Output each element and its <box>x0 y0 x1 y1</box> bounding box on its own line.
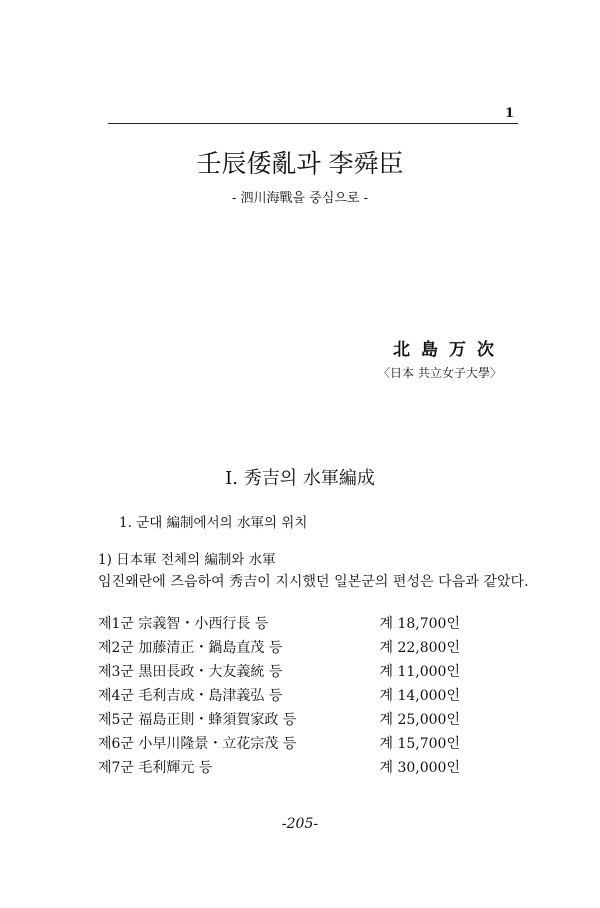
army-row <box>0 757 600 781</box>
author-name: 北島万次 <box>393 340 505 360</box>
army-row <box>0 685 600 709</box>
army-name: 제2군 加藤清正・鍋島直茂 등 <box>98 640 283 656</box>
army-total: 계 25,000인 <box>379 712 460 728</box>
article-title: 壬辰倭亂과 李舜臣 <box>196 149 404 178</box>
army-name: 제4군 毛利吉成・島津義弘 등 <box>98 688 283 704</box>
header-rule <box>108 123 518 124</box>
page-number: -205- <box>281 816 319 832</box>
subsection-heading: 1. 군대 編制에서의 水軍의 위치 <box>119 515 308 531</box>
author-affiliation: 〈日本 共立女子大學〉 <box>378 366 502 380</box>
running-header-page-marker: 1 <box>505 106 515 121</box>
army-total: 계 30,000인 <box>379 760 460 776</box>
army-total: 계 18,700인 <box>379 616 460 632</box>
army-total: 계 22,800인 <box>379 640 460 656</box>
subsubsection-heading: 1) 日本軍 전체의 編制와 水軍 <box>98 552 276 568</box>
army-row <box>0 661 600 685</box>
army-name: 제3군 黒田長政・大友義統 등 <box>98 664 283 680</box>
army-row <box>0 733 600 757</box>
army-name: 제1군 宗義智・小西行長 등 <box>98 616 269 632</box>
army-total: 계 14,000인 <box>379 688 460 704</box>
army-name: 제5군 福島正則・蜂須賀家政 등 <box>98 712 297 728</box>
army-row <box>0 709 600 733</box>
section-heading: Ⅰ. 秀吉의 水軍編成 <box>225 468 375 489</box>
army-row <box>0 637 600 661</box>
army-name: 제7군 毛利輝元 등 <box>98 760 213 776</box>
army-name: 제6군 小早川隆景・立花宗茂 등 <box>98 736 297 752</box>
army-total: 계 15,700인 <box>379 736 460 752</box>
army-list <box>0 613 600 793</box>
army-total: 계 11,000인 <box>379 664 460 680</box>
body-paragraph: 임진왜란에 즈음하여 秀吉이 지시했던 일본군의 편성은 다음과 같았다. <box>98 574 529 590</box>
article-subtitle: - 泗川海戰을 중심으로 - <box>232 191 368 206</box>
army-row <box>0 613 600 637</box>
